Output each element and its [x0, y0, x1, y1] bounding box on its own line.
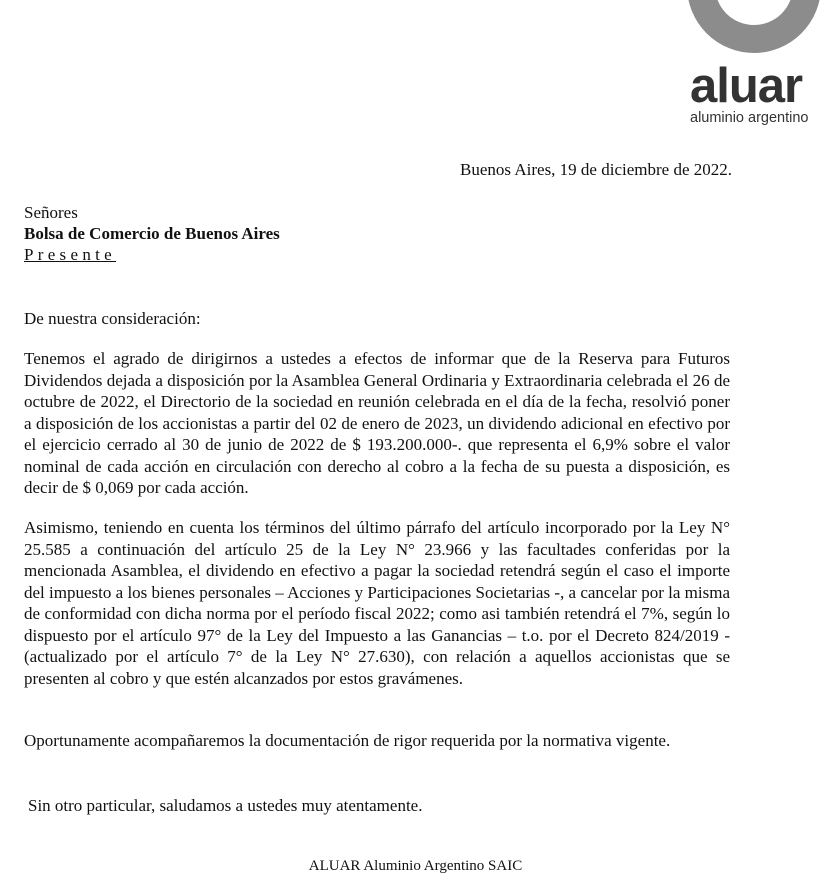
signature-company: ALUAR Aluminio Argentino SAIC	[308, 858, 523, 874]
logo-wordmark: aluar	[690, 59, 803, 113]
letter-date: Buenos Aires, 19 de diciembre de 2022.	[460, 160, 732, 179]
aluar-logo	[688, 0, 822, 130]
body-paragraph-withholding: Asimismo, teniendo en cuenta los términos del último párrafo del artículo incorporado por la Ley N° 25.585 a continuación del artículo 25 de la Ley N° 23.966 y las facultades conferidas por la mencionada Asamblea, el dividendo en efectivo a pagar la sociedad retendrá según el caso el importe del impuesto a los bienes personales – Acciones y Participaciones Societarias -, a cancelar por la misma de conformidad con dicha norma por el período fiscal 2022; como asi también retendrá el 7%, según lo dispuesto por el artículo 97° de la Ley del Impuesto a las Ganancias – t.o. por el Decreto 824/2019 - (actualizado por el artículo 7° de la Ley N° 27.630), con relación a aquellos accionistas que se presenten al cobro y que estén alcanzados por estos gravámenes.	[24, 518, 730, 688]
body-paragraph-dividend: Tenemos el agrado de dirigirnos a ustedes a efectos de informar que de la Reserva para Futuros Dividendos dejada a disposición por la Asamblea General Ordinaria y Extraordinaria celebrada el 26 de octubre de 2022, el Directorio de la sociedad en reunión celebrada en el día de la fecha, resolvió poner a disposición de los accionistas a partir del 02 de enero de 2023, un dividendo adicional en efectivo por el ejercicio cerrado al 30 de junio de 2022 de $ 193.200.000-. que representa el 6,9% sobre el valor nominal de cada acción en circulación con derecho al cobro a la fecha de su puesta a disposición, es decir de $ 0,069 por cada acción.	[24, 349, 730, 497]
logo-subtitle: aluminio argentino	[690, 110, 809, 126]
logo-ring-icon	[688, 0, 822, 64]
addressee-presente: Presente	[24, 245, 116, 264]
addressee-greeting: Señores	[24, 203, 78, 222]
salutation: De nuestra consideración:	[24, 309, 201, 328]
addressee-organization: Bolsa de Comercio de Buenos Aires	[24, 224, 280, 243]
addressee-block	[24, 202, 280, 265]
closing-line: Sin otro particular, saludamos a ustedes muy atentamente.	[28, 796, 423, 815]
body-paragraph-documentation: Oportunamente acompañaremos la documentación de rigor requerida por la normativa vigente.	[24, 731, 671, 750]
